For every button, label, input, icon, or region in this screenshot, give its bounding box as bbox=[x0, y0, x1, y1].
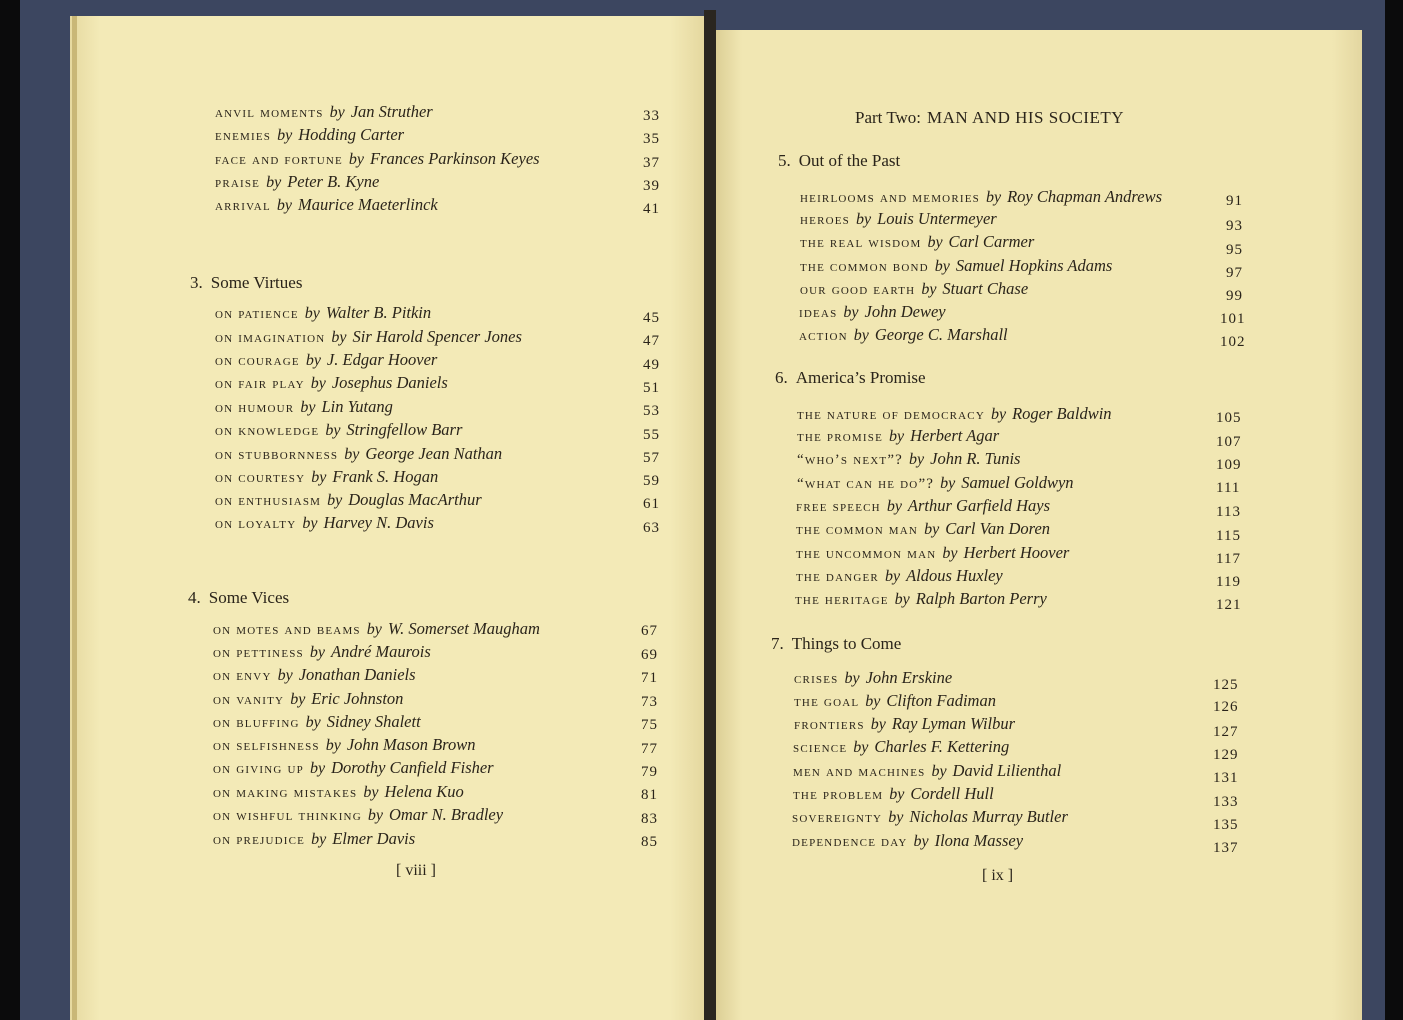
page-number: 111 bbox=[1216, 480, 1241, 496]
folio: [ viii ] bbox=[396, 862, 436, 879]
toc-entry: on knowledge by Stringfellow Barr bbox=[215, 420, 463, 439]
folio: [ ix ] bbox=[982, 867, 1014, 884]
page-number: 63 bbox=[643, 520, 660, 536]
toc-entry: action by George C. Marshall bbox=[799, 325, 1008, 344]
page-number: 37 bbox=[643, 155, 660, 171]
page-number: 113 bbox=[1216, 504, 1241, 520]
page-number: 109 bbox=[1216, 457, 1242, 473]
toc-entry: crises by John Erskine bbox=[794, 668, 953, 687]
toc-entry: on loyalty by Harvey N. Davis bbox=[215, 513, 434, 532]
page-number: 45 bbox=[643, 310, 660, 326]
toc-entry: heroes by Louis Untermeyer bbox=[800, 209, 997, 228]
toc-entry: on giving up by Dorothy Canfield Fisher bbox=[213, 758, 494, 777]
toc-entry: the common bond by Samuel Hopkins Adams bbox=[800, 256, 1113, 275]
section-heading: 4. Some Vices bbox=[188, 588, 290, 607]
page-number: 35 bbox=[643, 131, 660, 147]
page-number: 126 bbox=[1213, 699, 1239, 715]
toc-entry: on enthusiasm by Douglas MacArthur bbox=[215, 490, 482, 509]
toc-entry: on courage by J. Edgar Hoover bbox=[215, 350, 438, 369]
page-number: 49 bbox=[643, 357, 660, 373]
page-number: 121 bbox=[1216, 597, 1242, 613]
page-number: 57 bbox=[643, 450, 660, 466]
page-number: 53 bbox=[643, 403, 660, 419]
toc-entry: the goal by Clifton Fadiman bbox=[794, 691, 996, 710]
page-number: 85 bbox=[641, 834, 658, 850]
page-number: 79 bbox=[641, 764, 658, 780]
page-number: 133 bbox=[1213, 794, 1239, 810]
toc-entry: the common man by Carl Van Doren bbox=[796, 519, 1051, 538]
toc-entry: dependence day by Ilona Massey bbox=[792, 831, 1024, 850]
page-number: 77 bbox=[641, 741, 658, 757]
page-number: 47 bbox=[643, 333, 660, 349]
page-number: 51 bbox=[643, 380, 660, 396]
page-number: 137 bbox=[1213, 840, 1239, 856]
toc-entry: the promise by Herbert Agar bbox=[797, 426, 1000, 445]
toc-entry: anvil moments by Jan Struther bbox=[215, 102, 433, 121]
toc-entry: on vanity by Eric Johnston bbox=[213, 689, 404, 708]
toc-entry: on envy by Jonathan Daniels bbox=[213, 665, 416, 684]
toc-entry: on motes and beams by W. Somerset Maugham bbox=[213, 619, 540, 638]
section-heading: 7. Things to Come bbox=[771, 634, 902, 653]
page-number: 129 bbox=[1213, 747, 1239, 763]
toc-entry: heirlooms and memories by Roy Chapman Andrews bbox=[800, 187, 1162, 206]
toc-entry: our good earth by Stuart Chase bbox=[800, 279, 1029, 298]
page-number: 99 bbox=[1226, 288, 1243, 304]
toc-entry: on wishful thinking by Omar N. Bradley bbox=[213, 805, 504, 824]
toc-entry: on pettiness by André Maurois bbox=[213, 642, 431, 661]
page-number: 95 bbox=[1226, 242, 1243, 258]
section-heading: 6. America’s Promise bbox=[775, 368, 926, 387]
page-number: 33 bbox=[643, 108, 660, 124]
toc-entry: on imagination by Sir Harold Spencer Jones bbox=[215, 327, 522, 346]
toc-entry: arrival by Maurice Maeterlinck bbox=[215, 195, 438, 214]
toc-entry: the nature of democracy by Roger Baldwin bbox=[797, 404, 1112, 423]
toc-entry: the danger by Aldous Huxley bbox=[796, 566, 1003, 585]
toc-entry: ideas by John Dewey bbox=[799, 302, 946, 321]
page-number: 115 bbox=[1216, 528, 1241, 544]
page-number: 73 bbox=[641, 694, 658, 710]
toc-entry: praise by Peter B. Kyne bbox=[215, 172, 380, 191]
page-number: 55 bbox=[643, 427, 660, 443]
page-number: 119 bbox=[1216, 574, 1241, 590]
page-edge bbox=[72, 16, 77, 1020]
toc-entry: on stubbornness by George Jean Nathan bbox=[215, 444, 503, 463]
section-heading: 5. Out of the Past bbox=[778, 151, 901, 170]
page-number: 101 bbox=[1220, 311, 1246, 327]
book-gutter bbox=[704, 10, 716, 1020]
page-number: 91 bbox=[1226, 193, 1243, 209]
page-number: 135 bbox=[1213, 817, 1239, 833]
toc-entry: the uncommon man by Herbert Hoover bbox=[796, 543, 1070, 562]
toc-entry: on selfishness by John Mason Brown bbox=[213, 735, 476, 754]
toc-entry: face and fortune by Frances Parkinson Keyes bbox=[215, 149, 540, 168]
toc-entry: on making mistakes by Helena Kuo bbox=[213, 782, 464, 801]
page-number: 107 bbox=[1216, 434, 1242, 450]
page-number: 97 bbox=[1226, 265, 1243, 281]
page-number: 117 bbox=[1216, 551, 1241, 567]
toc-entry: on prejudice by Elmer Davis bbox=[213, 829, 416, 848]
page-number: 41 bbox=[643, 201, 660, 217]
page-number: 71 bbox=[641, 670, 658, 686]
page-number: 81 bbox=[641, 787, 658, 803]
page-number: 83 bbox=[641, 811, 658, 827]
page-number: 105 bbox=[1216, 410, 1242, 426]
toc-entry: on fair play by Josephus Daniels bbox=[215, 373, 448, 392]
toc-entry: “what can he do”? by Samuel Goldwyn bbox=[797, 473, 1074, 492]
page-number: 102 bbox=[1220, 334, 1246, 350]
section-heading: 3. Some Virtues bbox=[190, 273, 303, 292]
part-heading: Part Two: MAN AND HIS SOCIETY bbox=[855, 108, 1125, 127]
page-number: 39 bbox=[643, 178, 660, 194]
toc-entry: science by Charles F. Kettering bbox=[793, 737, 1010, 756]
toc-entry: on courtesy by Frank S. Hogan bbox=[215, 467, 439, 486]
page-number: 67 bbox=[641, 623, 658, 639]
page-number: 75 bbox=[641, 717, 658, 733]
toc-entry: on bluffing by Sidney Shalett bbox=[213, 712, 421, 731]
toc-entry: free speech by Arthur Garfield Hays bbox=[796, 496, 1051, 515]
toc-entry: on humour by Lin Yutang bbox=[215, 397, 393, 416]
toc-entry: the heritage by Ralph Barton Perry bbox=[795, 589, 1047, 608]
page-number: 93 bbox=[1226, 218, 1243, 234]
toc-entry: on patience by Walter B. Pitkin bbox=[215, 303, 432, 322]
toc-entry: frontiers by Ray Lyman Wilbur bbox=[794, 714, 1016, 733]
page-number: 69 bbox=[641, 647, 658, 663]
toc-entry: “who’s next”? by John R. Tunis bbox=[797, 449, 1021, 468]
page-number: 59 bbox=[643, 473, 660, 489]
toc-entry: the problem by Cordell Hull bbox=[793, 784, 994, 803]
toc-entry: enemies by Hodding Carter bbox=[215, 125, 405, 144]
page-number: 61 bbox=[643, 496, 660, 512]
toc-entry: the real wisdom by Carl Carmer bbox=[800, 232, 1035, 251]
toc-entry: sovereignty by Nicholas Murray Butler bbox=[792, 807, 1068, 826]
page-number: 125 bbox=[1213, 677, 1239, 693]
page-number: 131 bbox=[1213, 770, 1239, 786]
toc-entry: men and machines by David Lilienthal bbox=[793, 761, 1062, 780]
page-number: 127 bbox=[1213, 724, 1239, 740]
